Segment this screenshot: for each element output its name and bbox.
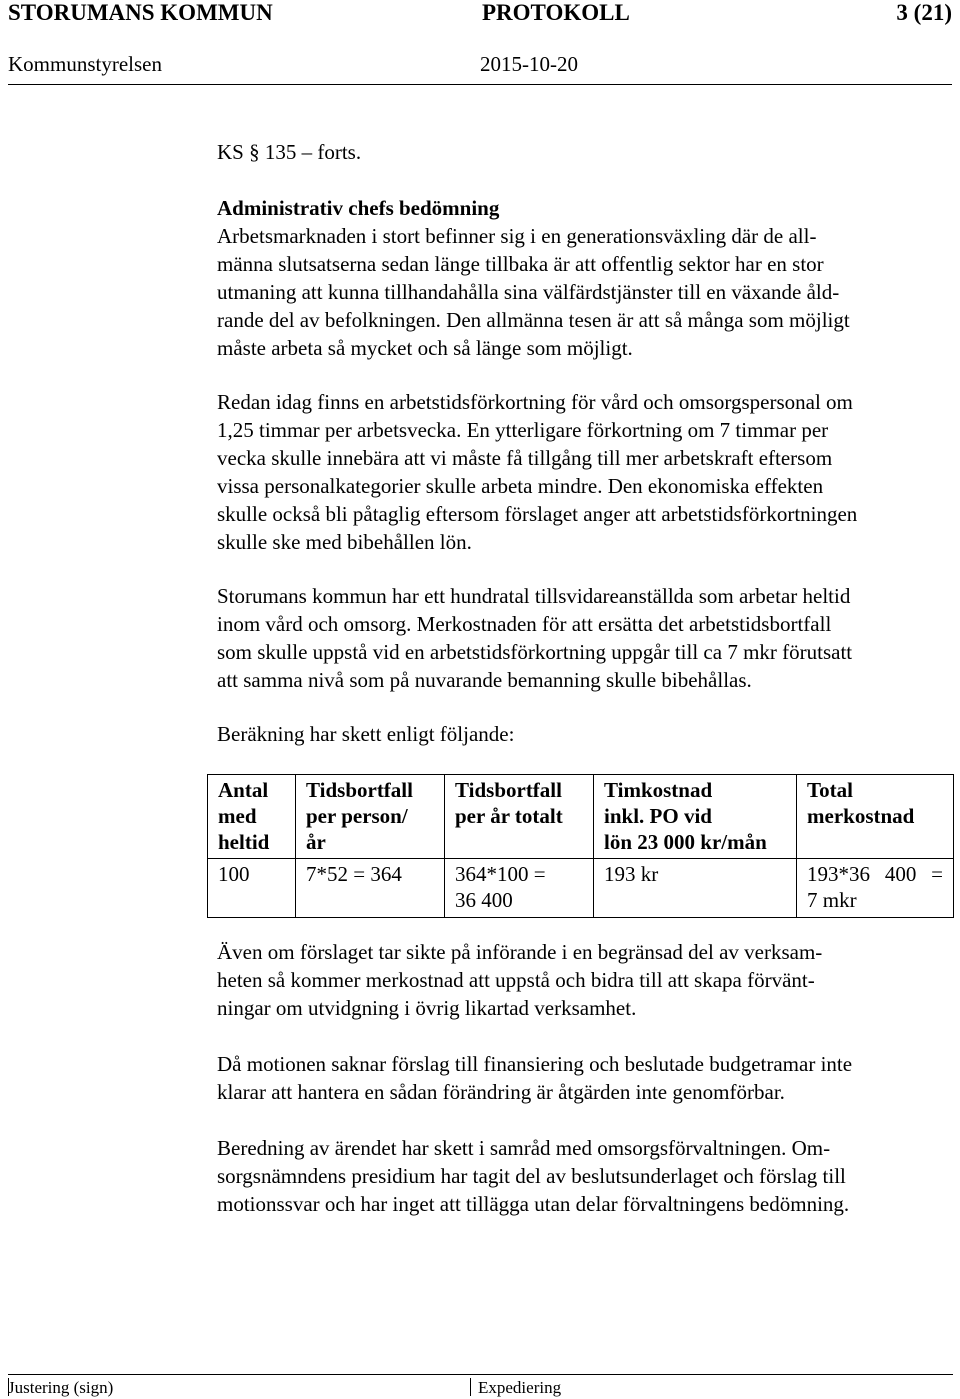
text-line: männa slutsatserna sedan länge tillbaka är att offentlig sektor har en stor [217,252,824,276]
text-line: Beredning av ärendet har skett i samråd med omsorgsförvaltningen. Om- [217,1136,831,1160]
paragraph-preparation [217,1134,952,1218]
cell-line: per år totalt [455,804,563,828]
text-line: skulle också bli påtaglig eftersom förslaget anger att arbetstidsförkortningen [217,502,858,526]
text-line: vecka skulle innebära att vi måste få tillgång till mer arbetskraft eftersom [217,446,833,470]
text-line: 1,25 timmar per arbetsvecka. En ytterligare förkortning om 7 timmar per [217,418,829,442]
paragraph-expectations [217,938,952,1022]
text-line: klarar att hantera en sådan förändring är åtgärden inte genomförbar. [217,1080,785,1104]
text-line: Då motionen saknar förslag till finansiering och beslutade budgetramar inte [217,1052,853,1076]
cell-line: heltid [218,830,270,854]
footer-divider [8,1374,953,1375]
text-line: Storumans kommun har ett hundratal tillsvidareanställda som arbetar heltid [217,584,851,608]
cell-line: Antal [218,778,269,802]
text-line: inom vård och omsorg. Merkostnaden för att ersätta det arbetstidsbortfall [217,612,832,636]
cell-line: Tidsbortfall [455,778,562,802]
cell-line: Tidsbortfall [306,778,413,802]
text-line: att samma nivå som på nuvarande bemanning skulle bibehållas. [217,668,752,692]
header-board: Kommunstyrelsen [8,52,162,76]
table-row [208,859,954,918]
cell-line: Timkostnad [604,778,713,802]
assessment-title: Administrativ chefs bedömning [217,196,500,220]
cell-line: 193 kr [604,862,659,886]
calculation-table [207,774,954,918]
cell-line: 364*100 = [455,862,546,886]
page-header [8,0,952,24]
text-line: vissa personalkategorier skulle arbeta mindre. Den ekonomiska effekten [217,474,824,498]
text-line: sorgsnämndens presidium har tagit del av beslutsunderlaget och förslag till [217,1164,846,1188]
header-org: STORUMANS KOMMUN [8,0,273,25]
table-header-row [208,775,954,859]
cell-line: år [306,830,326,854]
case-reference: KS § 135 – forts. [217,140,362,164]
text-line: Även om förslaget tar sikte på införande i en begränsad del av verksam- [217,940,823,964]
text-line: Redan idag finns en arbetstidsförkortning för vård och omsorgspersonal om [217,390,853,414]
table-cell [797,859,954,918]
table-cell [296,859,445,918]
assessment-section [217,194,952,362]
table-header-cell [594,775,797,859]
table-header-cell [445,775,594,859]
text-line: rande del av befolkningen. Den allmänna tesen är att så många som möjligt [217,308,850,332]
table-header-cell [797,775,954,859]
header-date: 2015-10-20 [480,52,578,76]
cell-line: 7 mkr [807,888,857,912]
table-header-cell [296,775,445,859]
cell-line: 193*36 400 = [807,862,943,886]
cell-line: lön 23 000 kr/mån [604,830,767,854]
cell-line: med [218,804,257,828]
cell-line: 36 400 [455,888,513,912]
cell-line: merkostnad [807,804,915,828]
footer-box-right [470,1378,471,1396]
header-divider [8,84,952,85]
footer-sign-label: Justering (sign) [8,1378,114,1397]
table-cell [208,859,296,918]
text-line: skulle ske med bibehållen lön. [217,530,472,554]
text-line: som skulle uppstå vid en arbetstidsförkortning uppgår till ca 7 mkr förutsatt [217,640,853,664]
cell-line: Total [807,778,853,802]
text-line: utmaning att kunna tillhandahålla sina välfärdstjänster till en växande åld- [217,280,840,304]
text-line: ningar om utvidgning i övrig likartad verksamhet. [217,996,637,1020]
cell-line: per person/ [306,804,408,828]
text-line: Arbetsmarknaden i stort befinner sig i en generationsväxling där de all- [217,224,817,248]
header-doctype: PROTOKOLL [482,0,630,25]
cell-line: inkl. PO vid [604,804,712,828]
table-header-cell [208,775,296,859]
paragraph-cost [217,582,952,694]
text-line: heten så kommer merkostnad att uppstå och bidra till att skapa förvänt- [217,968,815,992]
header-page-number: 3 (21) [896,0,952,25]
paragraph-reduction [217,388,952,556]
table-cell [594,859,797,918]
footer-dispatch-label: Expediering [478,1378,562,1397]
paragraph-financing [217,1050,952,1106]
cell-line: 7*52 = 364 [306,862,402,886]
table-cell [445,859,594,918]
calculation-intro: Beräkning har skett enligt följande: [217,722,515,746]
text-line: måste arbeta så mycket och så länge som möjligt. [217,336,633,360]
cell-line: 100 [218,862,250,886]
text-line: motionssvar och har inget att tillägga utan delar förvaltningens bedömning. [217,1192,850,1216]
